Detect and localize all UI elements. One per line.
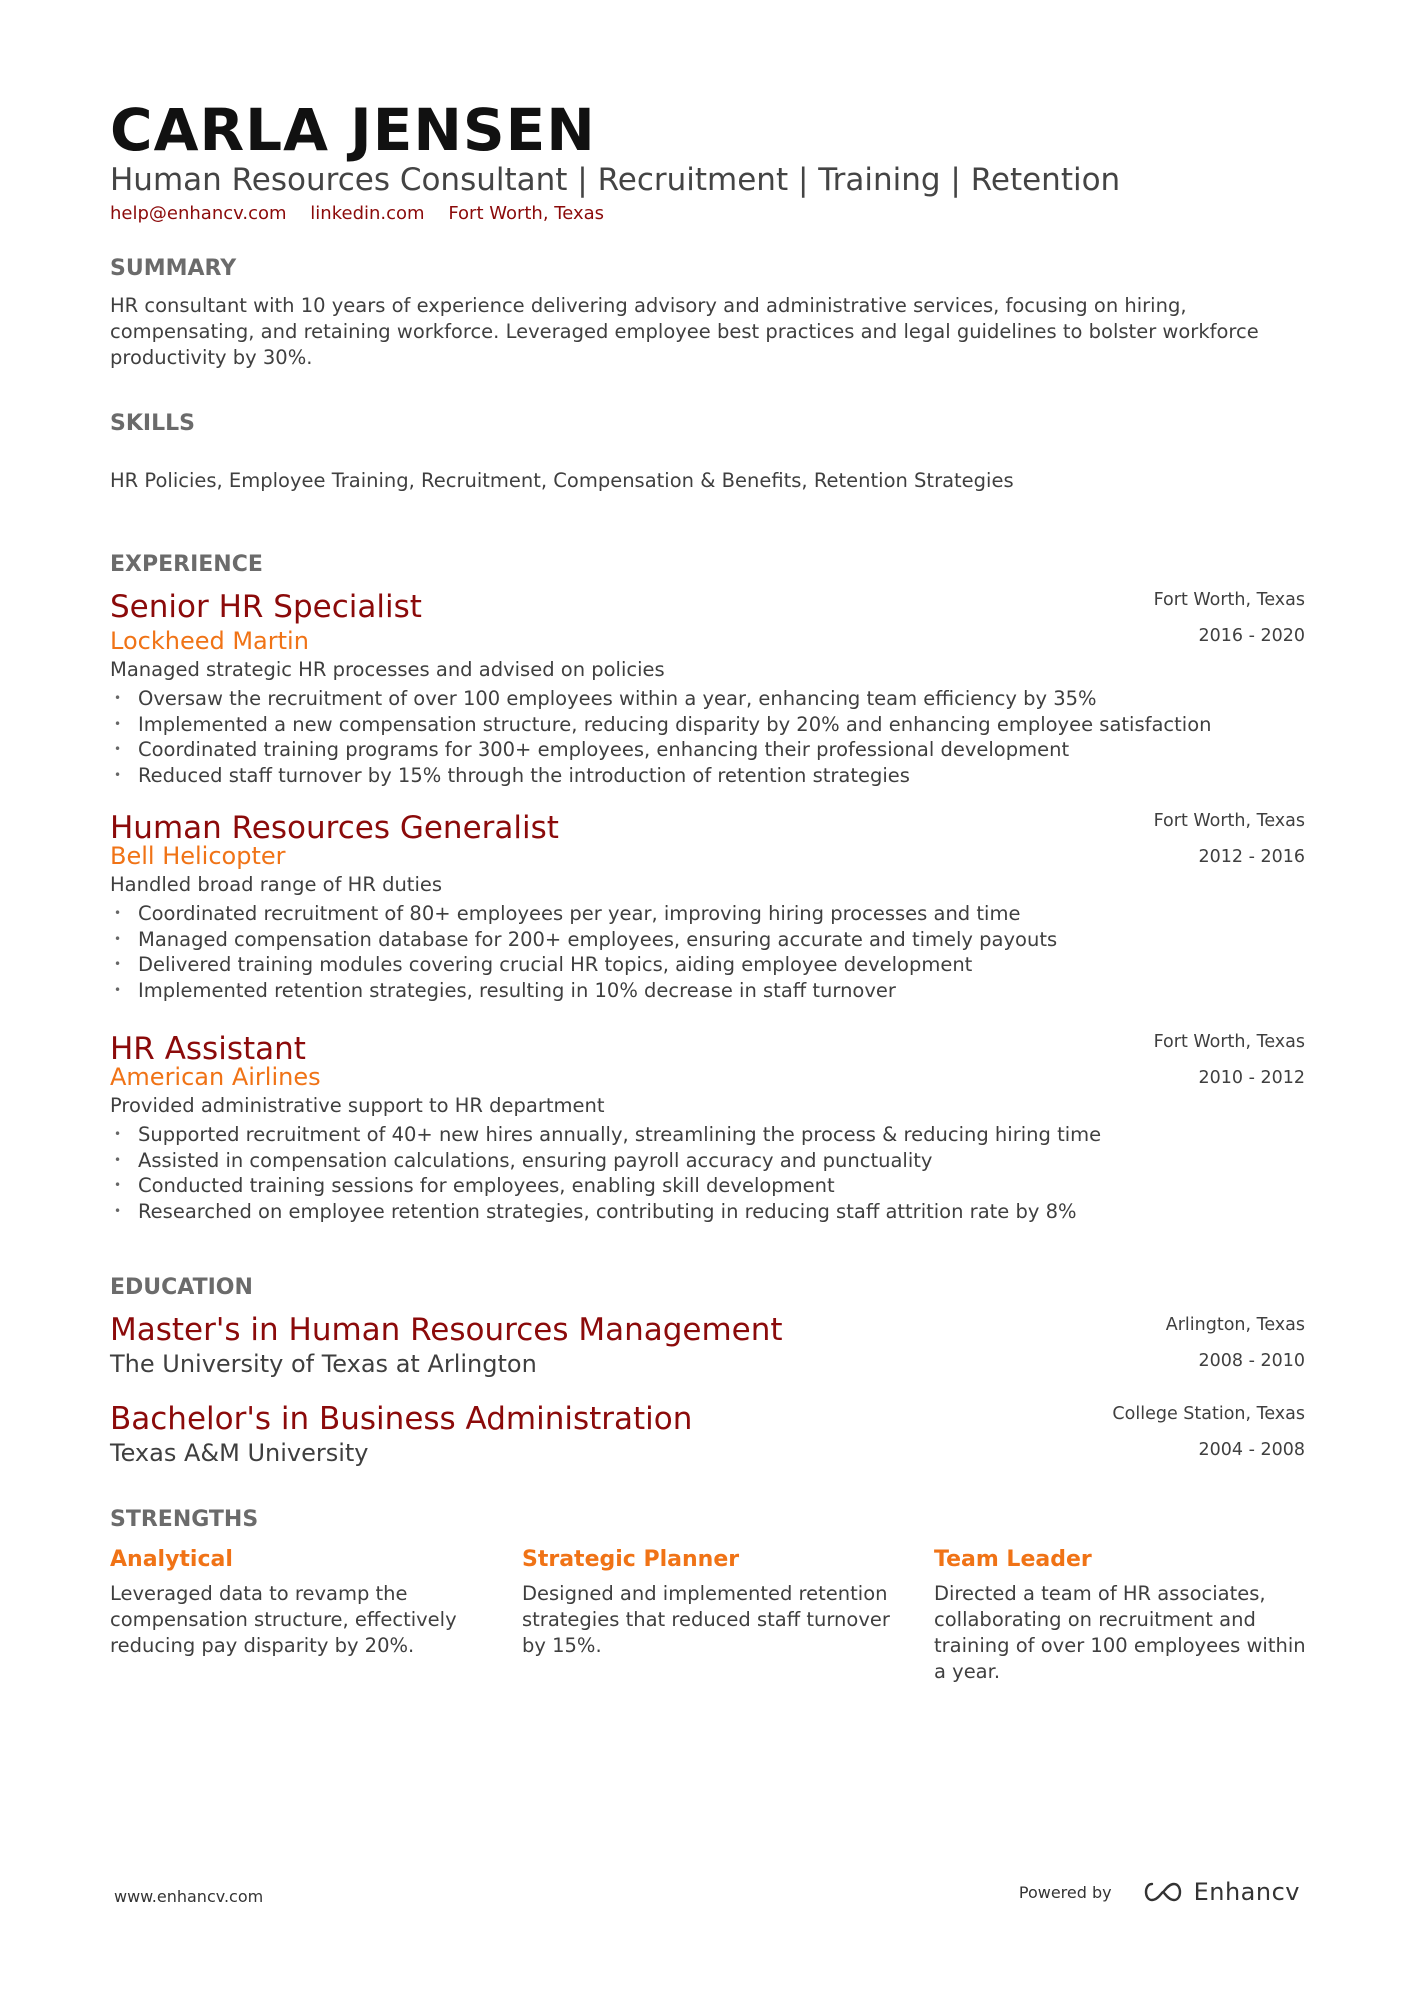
school-name: Texas A&M University: [110, 1439, 369, 1467]
strength-description: Designed and implemented retention strategies that reduced staff turnover by 15%.: [522, 1582, 890, 1657]
bullet-item: • Oversaw the recruitment of over 100 employees within a year, enhancing team efficiency by 35%: [110, 686, 1305, 712]
bullet-item: • Supported recruitment of 40+ new hires annually, streamlining the process & reducing hiring time: [110, 1122, 1305, 1148]
education-location: College Station, Texas: [1112, 1404, 1305, 1424]
education-dates: 2008 - 2010: [1198, 1351, 1305, 1371]
job-bullets: [110, 901, 1305, 1003]
footer-website[interactable]: www.enhancv.com: [114, 1887, 264, 1906]
job-title: Senior HR Specialist: [110, 589, 422, 625]
education-meta: [1166, 1307, 1305, 1379]
job-meta: [1154, 582, 1305, 654]
bullet-item: • Delivered training modules covering crucial HR topics, aiding employee development: [110, 952, 1305, 978]
candidate-name: CARLA JENSEN: [110, 96, 596, 164]
bullet-item: • Reduced staff turnover by 15% through the introduction of retention strategies: [110, 763, 1305, 789]
job-bullets: [110, 1122, 1305, 1224]
bullet-item: • Implemented retention strategies, resulting in 10% decrease in staff turnover: [110, 978, 1305, 1004]
job-dates: 2012 - 2016: [1198, 847, 1305, 867]
job-dates: 2016 - 2020: [1198, 626, 1305, 646]
skills-heading: SKILLS: [110, 411, 195, 436]
bullet-item: • Conducted training sessions for employees, enabling skill development: [110, 1173, 1305, 1199]
education-entry: [110, 1311, 1305, 1379]
job-location: Fort Worth, Texas: [1153, 811, 1305, 831]
degree-title: Master's in Human Resources Management: [110, 1312, 783, 1348]
job-meta: [1154, 803, 1305, 875]
strength-title: Strategic Planner: [522, 1547, 740, 1572]
strength-item: [934, 1545, 1314, 1685]
strength-description: Directed a team of HR associates, collaborating on recruitment and training of over 100 employees within a year.: [934, 1582, 1306, 1683]
bullet-item: • Coordinated recruitment of 80+ employees per year, improving hiring processes and time: [110, 901, 1305, 927]
job-description: Managed strategic HR processes and advised on policies: [110, 658, 665, 681]
job-bullets: [110, 686, 1305, 788]
infinity-logo-icon: [1140, 1880, 1186, 1904]
skills-text: HR Policies, Employee Training, Recruitment, Compensation & Benefits, Retention Strategies: [110, 469, 1014, 492]
summary-text: HR consultant with 10 years of experience delivering advisory and administrative services, focusing on hiring, compensating, and retaining workforce. Leveraged employee best practices and legal guidelines to bolster workforce productivity by 30%.: [110, 294, 1259, 369]
bullet-item: • Coordinated training programs for 300+ employees, enhancing their professional development: [110, 737, 1305, 763]
experience-heading: EXPERIENCE: [110, 552, 263, 577]
strength-title: Team Leader: [934, 1547, 1092, 1572]
education-heading: EDUCATION: [110, 1275, 253, 1300]
strengths-heading: STRENGTHS: [110, 1507, 259, 1532]
powered-by-label: Powered by: [1018, 1882, 1112, 1902]
job-location: Fort Worth, Texas: [1153, 1032, 1305, 1052]
job-meta: [1154, 1024, 1305, 1096]
email-link[interactable]: help@enhancv.com: [110, 203, 287, 224]
headline: Human Resources Consultant | Recruitment | Training | Retention: [110, 162, 1121, 198]
location-text: Fort Worth, Texas: [448, 203, 605, 224]
strength-item: [522, 1545, 902, 1659]
education-entry: [110, 1400, 1305, 1468]
job-description: Handled broad range of HR duties: [110, 873, 443, 896]
experience-entry: [110, 588, 1305, 788]
job-company: American Airlines: [110, 1063, 321, 1091]
job-company: Bell Helicopter: [110, 842, 286, 870]
experience-entry: [110, 809, 1305, 1003]
job-company: Lockheed Martin: [110, 627, 309, 655]
bullet-item: • Researched on employee retention strategies, contributing in reducing staff attrition rate by 8%: [110, 1199, 1305, 1225]
job-title: Human Resources Generalist: [110, 810, 559, 846]
education-meta: [1112, 1396, 1305, 1468]
job-title: HR Assistant: [110, 1031, 306, 1067]
linkedin-link[interactable]: linkedin.com: [310, 203, 425, 224]
strength-title: Analytical: [110, 1547, 233, 1572]
footer-branding: [1019, 1878, 1300, 1906]
summary-heading: SUMMARY: [110, 256, 237, 281]
strength-description: Leveraged data to revamp the compensation structure, effectively reducing pay disparity by 20%.: [110, 1582, 457, 1657]
bullet-item: • Implemented a new compensation structure, reducing disparity by 20% and enhancing employee satisfaction: [110, 712, 1305, 738]
education-location: Arlington, Texas: [1165, 1315, 1305, 1335]
experience-entry: [110, 1030, 1305, 1224]
bullet-item: • Managed compensation database for 200+ employees, ensuring accurate and timely payouts: [110, 927, 1305, 953]
brand-name[interactable]: Enhancv: [1193, 1878, 1300, 1906]
bullet-item: • Assisted in compensation calculations, ensuring payroll accuracy and punctuality: [110, 1148, 1305, 1174]
school-name: The University of Texas at Arlington: [110, 1350, 537, 1378]
job-dates: 2010 - 2012: [1198, 1068, 1305, 1088]
job-location: Fort Worth, Texas: [1153, 590, 1305, 610]
strength-item: [110, 1545, 490, 1659]
contact-info: [110, 201, 622, 227]
job-description: Provided administrative support to HR department: [110, 1094, 605, 1117]
degree-title: Bachelor's in Business Administration: [110, 1401, 693, 1437]
education-dates: 2004 - 2008: [1198, 1440, 1305, 1460]
